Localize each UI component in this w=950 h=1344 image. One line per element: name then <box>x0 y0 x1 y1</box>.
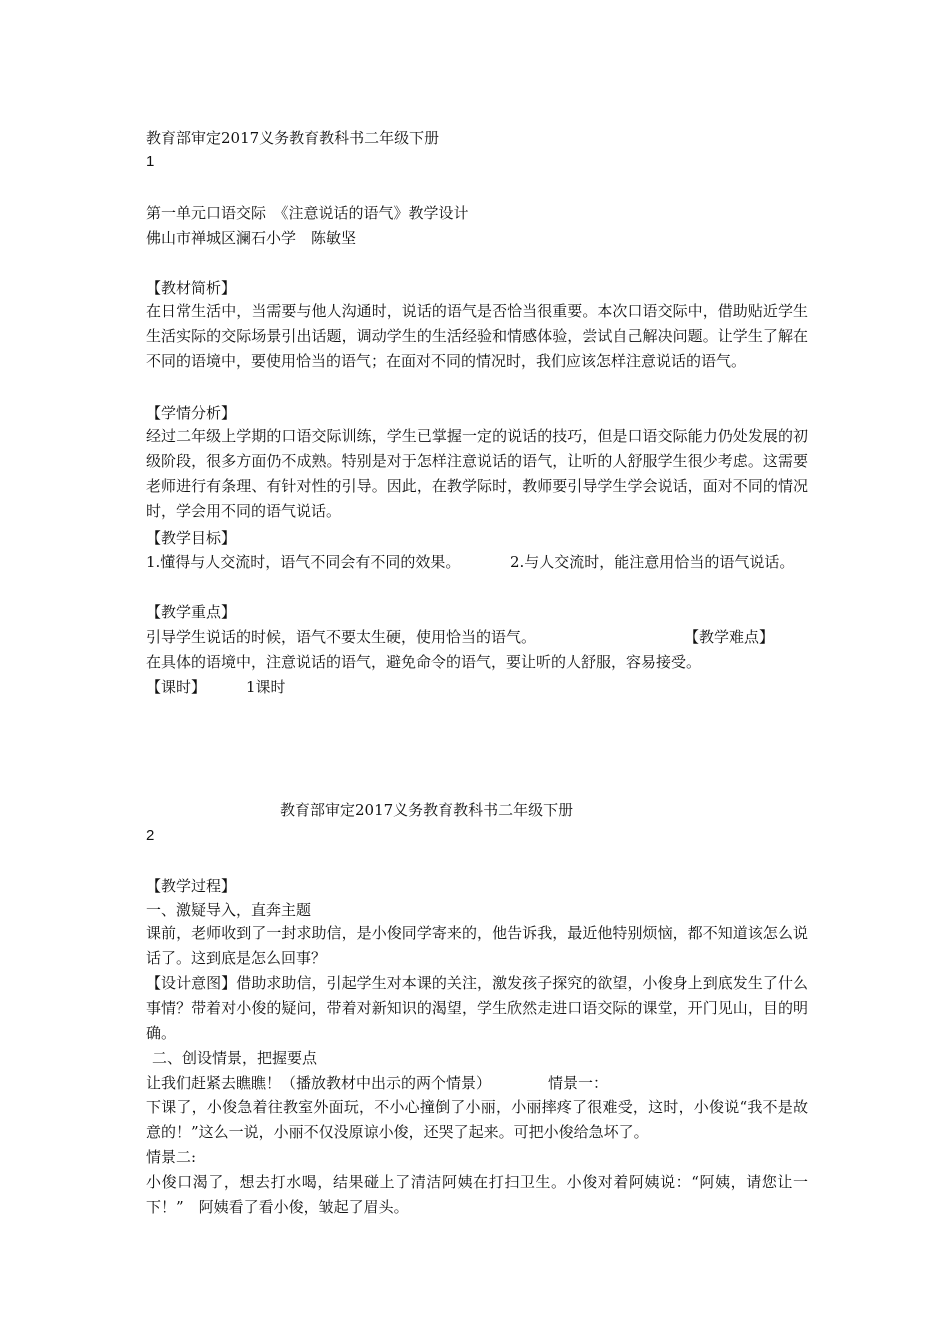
process-heading: 【教学过程】 <box>146 877 237 895</box>
step2-heading: 二、创设情景，把握要点 <box>152 1049 318 1067</box>
student-text: 经过二年级上学期的口语交际训练，学生已掌握一定的说话的技巧，但是口语交际能力仍处发展的初级阶段，很多方面仍不成熟。特别是对于怎样注意说话的语气，让听的人舒服学生很少考虑。这需要老师进行有条理、有针对性的引导。因此，在教学际时，教师要引导学生学会说话，面对不同的情况时，学会用不同的语气说话。 <box>146 427 808 520</box>
student-heading: 【学情分析】 <box>146 404 237 422</box>
page1-header: 教育部审定2017义务教育教科书二年级下册 <box>146 129 440 147</box>
page2-header: 教育部审定2017义务教育教科书二年级下册 <box>280 801 574 819</box>
difficulty-heading: 【教学难点】 <box>684 628 775 646</box>
analysis-heading: 【教材简析】 <box>146 279 237 297</box>
step2-intro: 让我们赶紧去瞧瞧！（播放教材中出示的两个情景） <box>146 1074 492 1092</box>
difficulty-text: 在具体的语境中，注意说话的语气，避免命令的语气，要让听的人舒服，容易接受。 <box>146 653 702 671</box>
step1-text: 课前，老师收到了一封求助信，是小俊同学寄来的，他告诉我，最近他特别烦恼，都不知道该怎么说话了。这到底是怎么回事？ <box>146 924 808 967</box>
scene1-text: 下课了，小俊急着往教室外面玩，不小心撞倒了小丽，小丽摔疼了很难受，这时，小俊说“我不是故意的！”这么一说，小丽不仅没原谅小俊，还哭了起来。可把小俊给急坏了。 <box>146 1098 808 1141</box>
hours-value: 1课时 <box>246 678 286 696</box>
author-line: 佛山市禅城区澜石小学 陈敏坚 <box>146 229 357 247</box>
page2-number: 2 <box>146 827 155 844</box>
scene1-label: 情景一： <box>548 1074 609 1092</box>
analysis-text: 在日常生活中，当需要与他人沟通时，说话的语气是否恰当很重要。本次口语交际中，借助贴近学生生活实际的交际场景引出话题，调动学生的生活经验和情感体验，尝试自己解决问题。让学生了解在不同的语境中，要使用恰当的语气；在面对不同的情况时，我们应该怎样注意说话的语气。 <box>146 302 808 370</box>
key-heading: 【教学重点】 <box>146 603 237 621</box>
doc-title: 第一单元口语交际 《注意说话的语气》教学设计 <box>146 204 469 222</box>
goal-2: 2.与人交流时，能注意用恰当的语气说话。 <box>510 553 795 571</box>
scene2-text: 小俊口渴了，想去打水喝，结果碰上了清洁阿姨在打扫卫生。小俊对着阿姨说：“阿姨，请您让一下！” 阿姨看了看小俊，皱起了眉头。 <box>146 1173 808 1216</box>
design-intent: 【设计意图】借助求助信，引起学生对本课的关注，激发孩子探究的欲望，小俊身上到底发生了什么事情？带着对小俊的疑问，带着对新知识的渴望，学生欣然走进口语交际的课堂，开门见山，目的明确。 <box>146 974 808 1042</box>
hours-heading: 【课时】 <box>146 678 207 696</box>
goal-1: 1.懂得与人交流时，语气不同会有不同的效果。 <box>146 553 461 571</box>
step1-heading: 一、激疑导入，直奔主题 <box>146 901 312 919</box>
goal-heading: 【教学目标】 <box>146 529 237 547</box>
key-text: 引导学生说话的时候，语气不要太生硬，使用恰当的语气。 <box>146 628 537 646</box>
page1-number: 1 <box>146 153 155 170</box>
scene2-label: 情景二: <box>146 1148 197 1166</box>
